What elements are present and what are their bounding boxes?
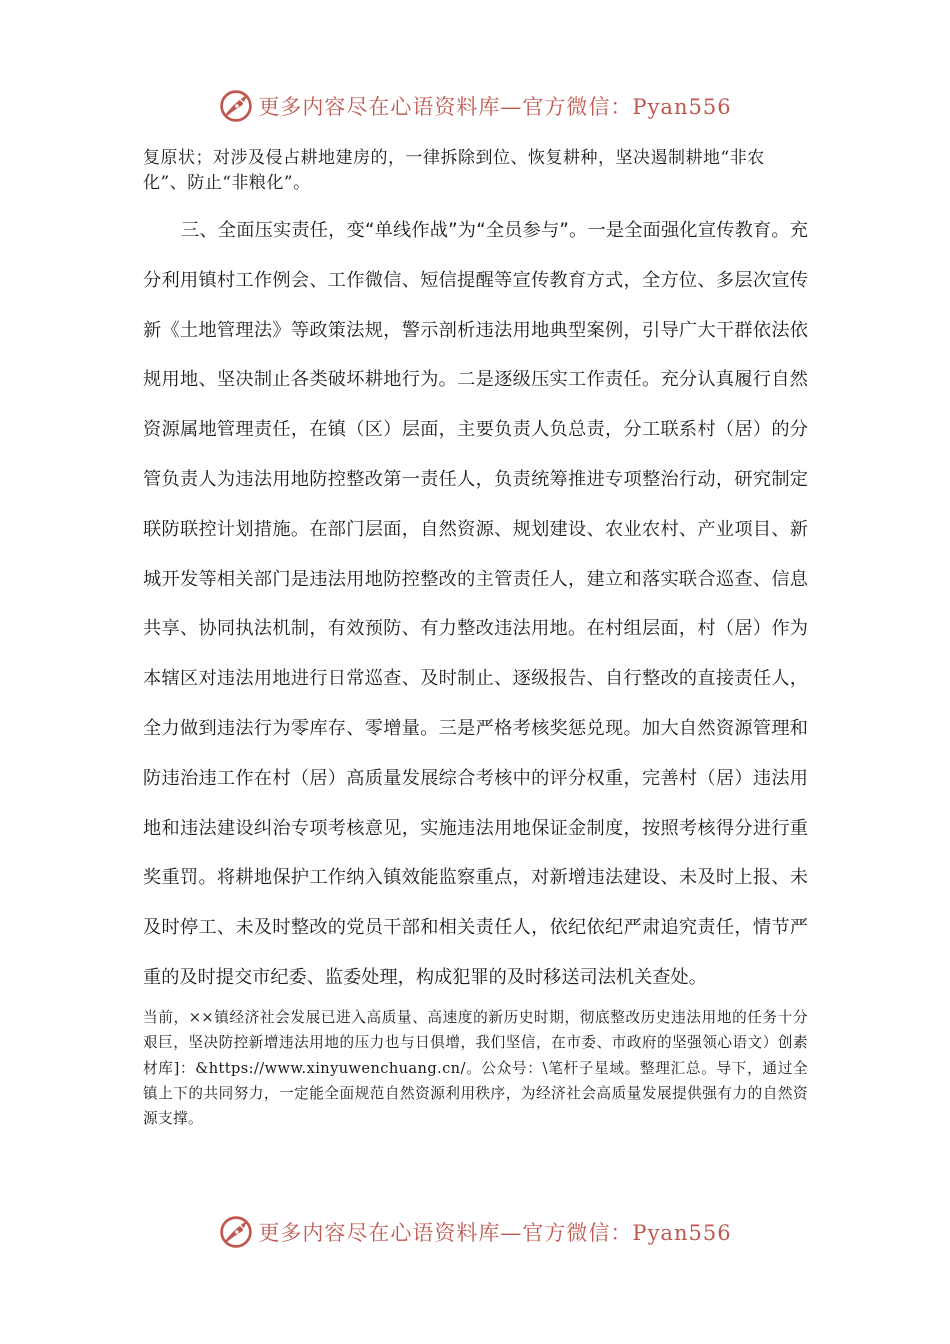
header-watermark [0, 84, 950, 128]
pen-nib-logo-icon [218, 88, 254, 124]
paragraph-section-three: 三、全面压实责任，变“单线作战”为“全员参与”。一是全面强化宣传教育。充分利用镇村工作例会、工作微信、短信提醒等宣传教育方式，全方位、多层次宣传新《土地管理法》等政策法规，警示剖析违法用地典型案例，引导广大干群依法依规用地、坚决制止各类破坏耕地行为。二是逐级压实工作责任。充分认真履行自然资源属地管理责任，在镇（区）层面，主要负责人负总责，分工联系村（居）的分管负责人为违法用地防控整改第一责任人，负责统筹推进专项整治行动，研究制定联防联控计划措施。在部门层面，自然资源、规划建设、农业农村、产业项目、新城开发等相关部门是违法用地防控整改的主管责任人，建立和落实联合巡查、信息共享、协同执法机制，有效预防、有力整改违法用地。在村组层面，村（居）作为本辖区对违法用地进行日常巡查、及时制止、逐级报告、自行整改的直接责任人，全力做到违法行为零库存、零增量。三是严格考核奖惩兑现。加大自然资源管理和防违治违工作在村（居）高质量发展综合考核中的评分权重，完善村（居）违法用地和违法建设纠治专项考核意见，实施违法用地保证金制度，按照考核得分进行重奖重罚。将耕地保护工作纳入镇效能监察重点，对新增违法建设、未及时上报、未及时停工、未及时整改的党员干部和相关责任人，依纪依纪严肃追究责任，情节严重的及时提交市纪委、监委处理，构成犯罪的及时移送司法机关查处。 [143, 220, 808, 988]
pen-nib-logo-icon [218, 1214, 254, 1250]
watermark-text: 更多内容尽在心语资料库—官方微信：Pyan556 [258, 95, 732, 119]
paragraph-conclusion: 当前，××镇经济社会发展已进入高质量、高速度的新历史时期，彻底整改历史违法用地的任务十分艰巨，坚决防控新增违法用地的压力也与日俱增，我们坚信，在市委、市政府的坚强领心语文）创素材库]：&https://www.xinyuwenchuang.cn/。公众号：\笔杆子星域。整理汇总。导下，通过全镇上下的共同努力，一定能全面规范自然资源利用秩序，为经济社会高质量发展提供强有力的自然资源支撑。 [143, 1008, 808, 1128]
watermark-text: 更多内容尽在心语资料库—官方微信：Pyan556 [258, 1221, 732, 1245]
document-body [143, 146, 808, 1132]
paragraph-continuation: 复原状；对涉及侵占耕地建房的，一律拆除到位、恢复耕种，坚决遏制耕地“非农化”、防止“非粮化”。 [143, 148, 765, 193]
footer-watermark [0, 1210, 950, 1254]
